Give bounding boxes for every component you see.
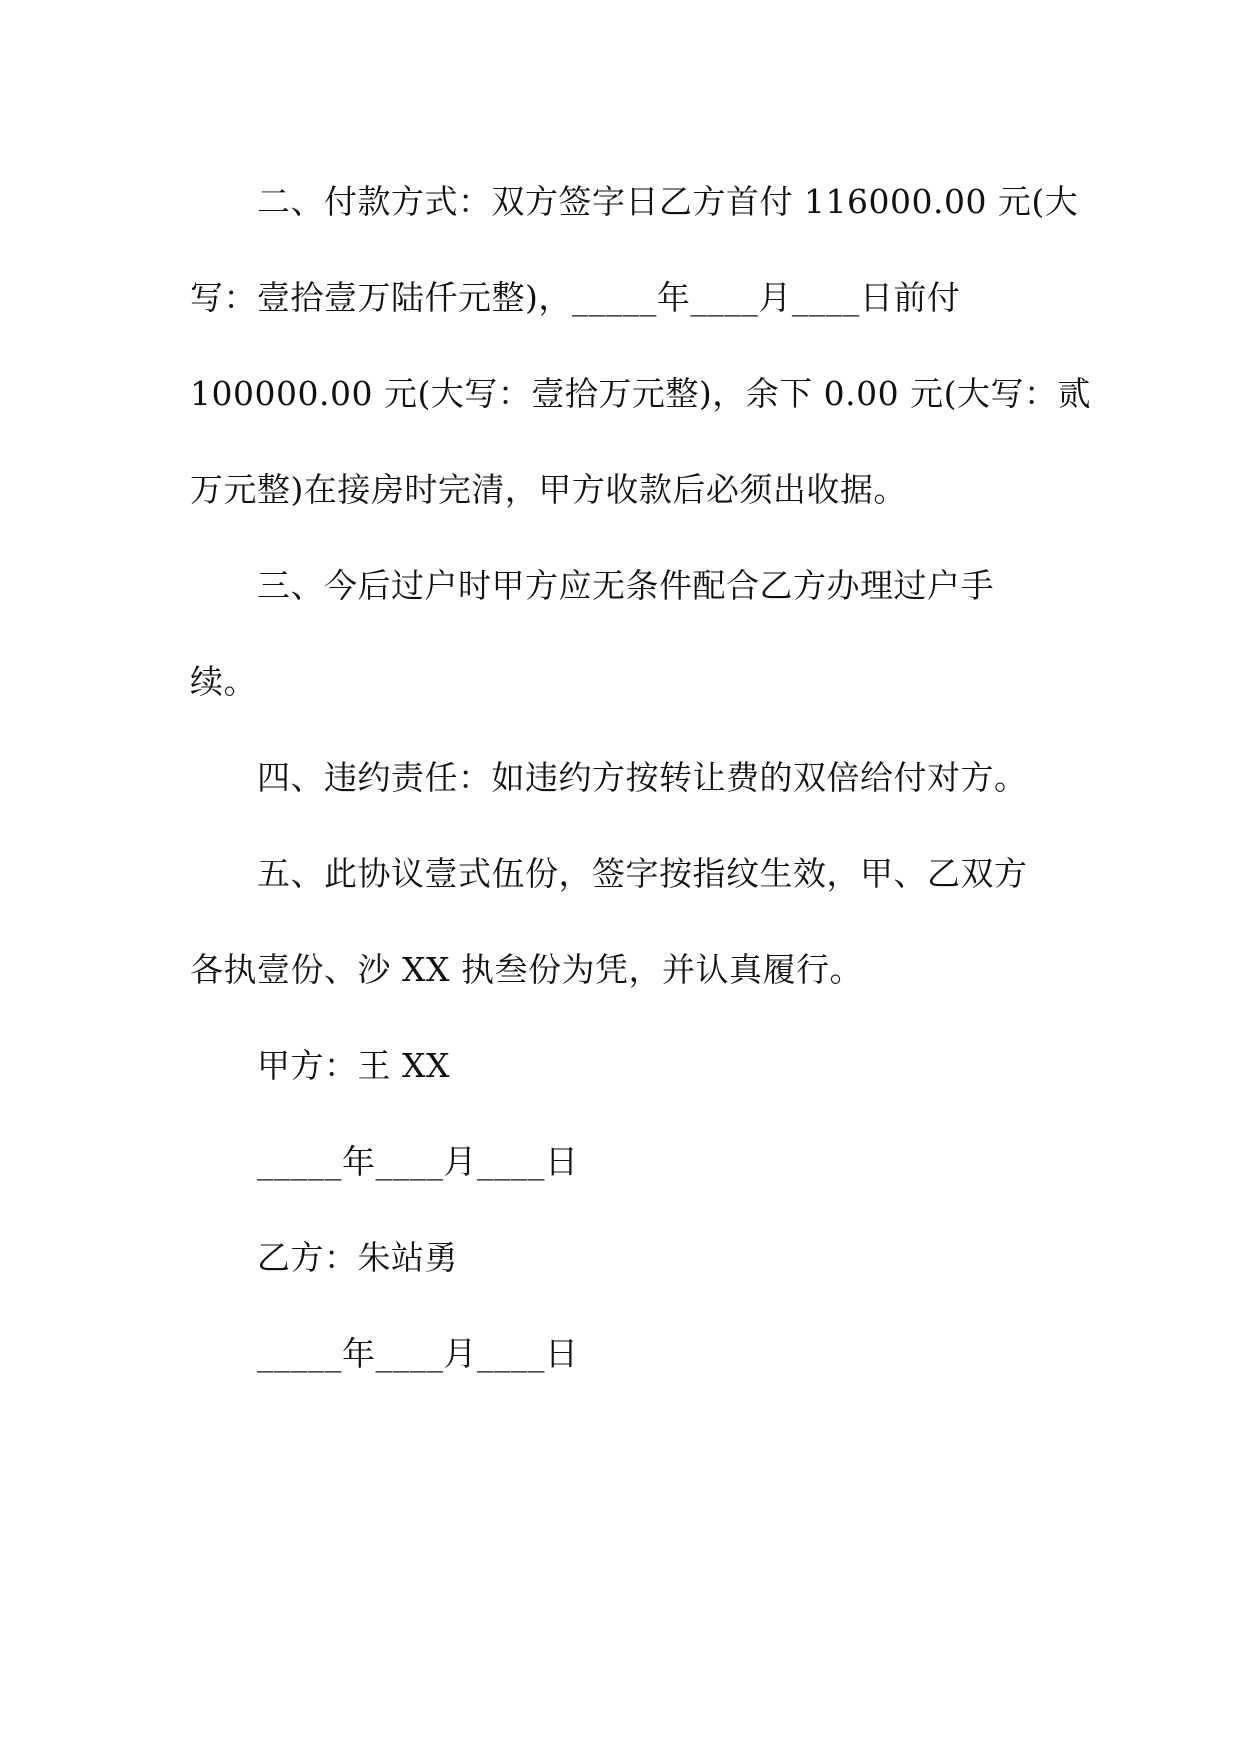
clause-4-line-1: 四、违约责任：如违约方按转让费的双倍给付对方。 — [257, 758, 1028, 797]
clause-2-line-4: 万元整)在接房时完清，甲方收款后必须出收据。 — [190, 470, 907, 509]
party-a-date: _____年____月____日 — [257, 1142, 579, 1181]
clause-5-line-1: 五、此协议壹式伍份，签字按指纹生效，甲、乙双方 — [257, 854, 1028, 893]
party-b-signature: 乙方：朱站勇 — [257, 1238, 458, 1277]
clause-5-line-2: 各执壹份、沙 XX 执叁份为凭，并认真履行。 — [190, 950, 863, 989]
clause-3-line-1: 三、今后过户时甲方应无条件配合乙方办理过户手 — [257, 566, 994, 605]
clause-2-line-3: 100000.00 元(大写：壹拾万元整)，余下 0.00 元(大写：贰 — [190, 374, 1092, 413]
clause-2-line-1: 二、付款方式：双方签字日乙方首付 116000.00 元(大 — [257, 182, 1079, 221]
party-b-date: _____年____月____日 — [257, 1334, 579, 1373]
clause-2-line-2: 写：壹拾壹万陆仟元整)，_____年____月____日前付 — [190, 278, 961, 317]
clause-3-line-2: 续。 — [190, 662, 257, 701]
party-a-signature: 甲方：王 XX — [257, 1046, 450, 1085]
